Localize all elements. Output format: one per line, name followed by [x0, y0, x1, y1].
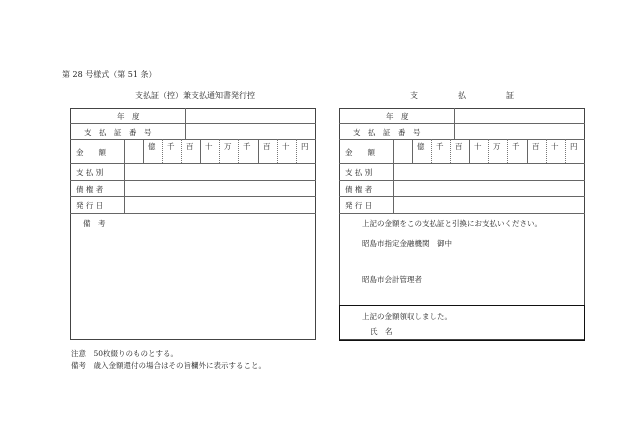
footer-note-1: 注意 50枚綴りのものとする。: [71, 349, 179, 358]
right-manager: 昭島市会計管理者: [362, 275, 422, 284]
left-hakkobi-label: 発 行 日: [76, 201, 104, 210]
form-number: 第 28 号様式（第 51 条）: [62, 70, 157, 79]
right-digit-juu: 十: [474, 142, 482, 151]
left-digit-hyaku: 百: [186, 142, 194, 151]
left-digit-juu2: 十: [282, 142, 290, 151]
right-shiharai-betsu-label: 支 払 別: [345, 168, 373, 177]
right-digit-en: 円: [570, 142, 578, 151]
right-digit-sen2: 千: [512, 142, 520, 151]
name-label: 氏 名: [370, 327, 393, 336]
right-digit-hyaku: 百: [455, 142, 463, 151]
left-nendo-label: 年 度: [117, 112, 140, 121]
right-digit-sen: 千: [436, 142, 444, 151]
left-biko-label: 備 考: [83, 219, 106, 228]
right-nendo-label: 年 度: [386, 112, 409, 121]
left-digit-sen2: 千: [243, 142, 251, 151]
right-instruction: 上記の金額をこの支払証と引換にお支払いください。: [362, 219, 542, 228]
left-form-title: 支払証（控）兼支払通知書発行控: [135, 91, 255, 100]
left-digit-man: 万: [224, 142, 232, 151]
right-digit-man: 万: [493, 142, 501, 151]
left-saikensha-label: 債 権 者: [76, 185, 104, 194]
left-digit-sen: 千: [167, 142, 175, 151]
right-bank-line: 昭島市指定金融機関 御中: [362, 239, 452, 248]
left-digit-hyaku2: 百: [263, 142, 271, 151]
left-kingaku-label: 金 額: [76, 148, 106, 157]
right-digit-juu2: 十: [551, 142, 559, 151]
left-digit-oku: 億: [148, 142, 156, 151]
receipt-text: 上記の金額領収しました。: [362, 312, 452, 321]
right-hakkobi-label: 発 行 日: [345, 201, 373, 210]
left-shiharai-sho-bango-label: 支 払 証 番 号: [84, 128, 152, 137]
right-form-title: 支 払 証: [410, 91, 514, 100]
right-kingaku-label: 金 額: [345, 148, 375, 157]
left-digit-juu: 十: [205, 142, 213, 151]
right-digit-oku: 億: [417, 142, 425, 151]
left-shiharai-betsu-label: 支 払 別: [76, 168, 104, 177]
right-saikensha-label: 債 権 者: [345, 185, 373, 194]
left-digit-en: 円: [301, 142, 309, 151]
right-digit-hyaku2: 百: [532, 142, 540, 151]
right-shiharai-sho-bango-label: 支 払 証 番 号: [353, 128, 421, 137]
footer-note-2: 備考 歳入金額還付の場合はその旨欄外に表示すること。: [71, 361, 266, 370]
